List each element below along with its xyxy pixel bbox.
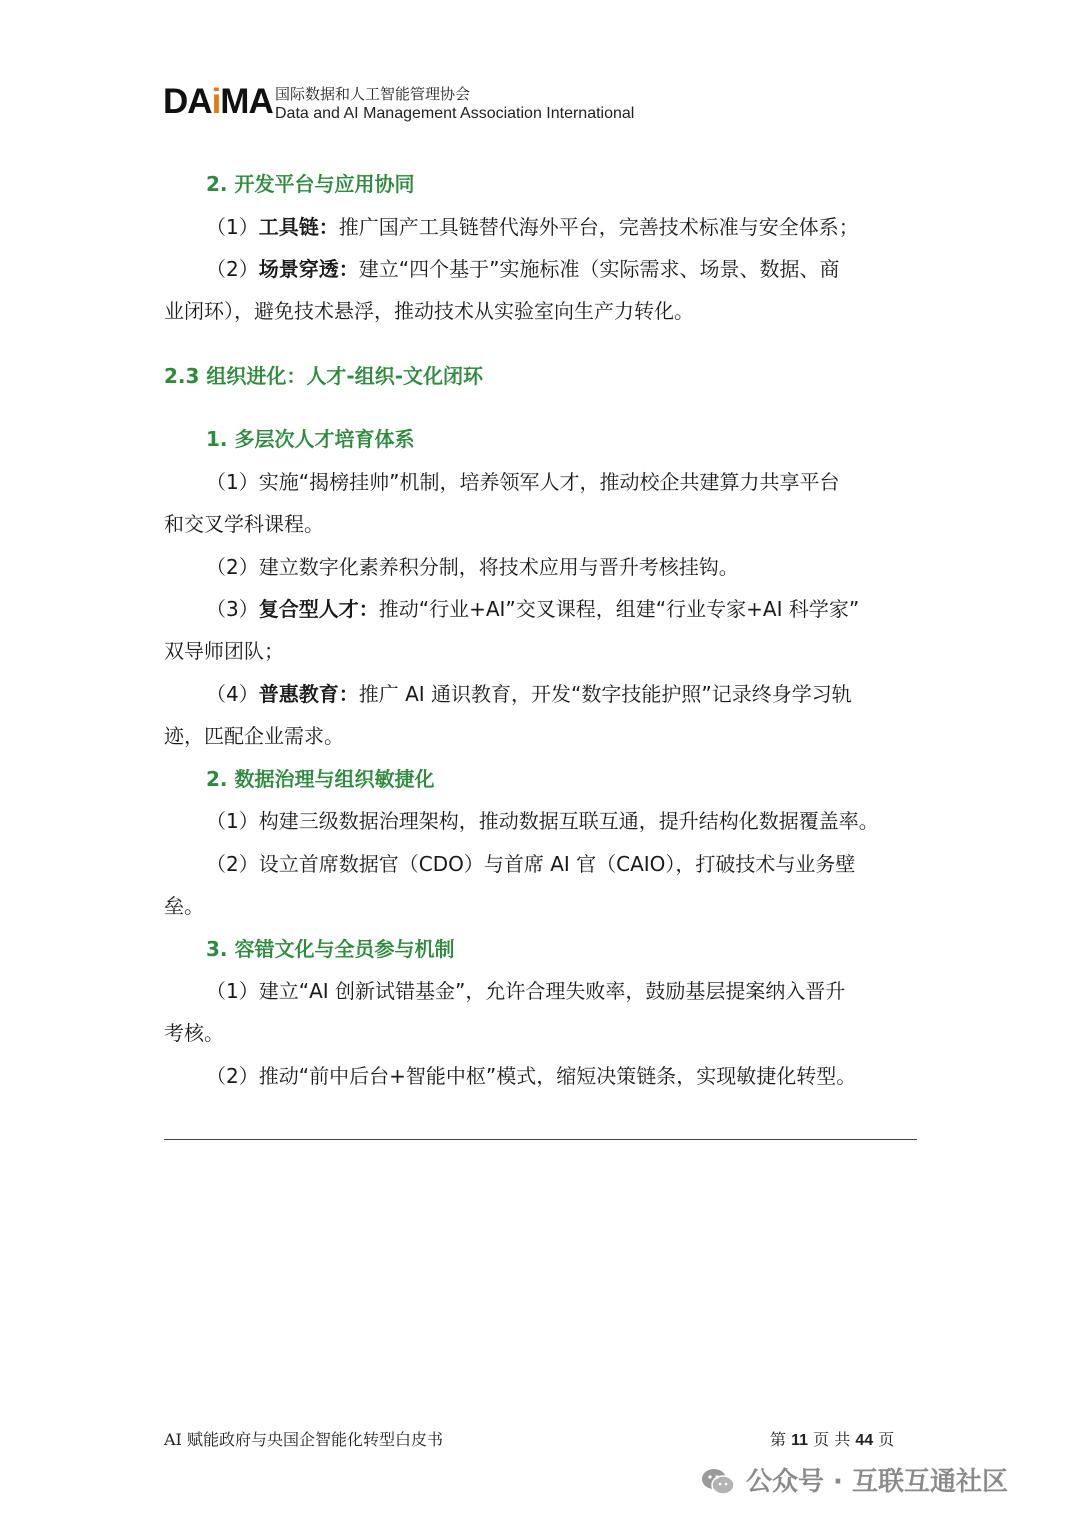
paragraph-talent-1: （1）实施“揭榜挂帅”机制，培养领军人才，推动校企共建算力共享平台 — [206, 470, 840, 494]
paragraph-talent-1-cont: 和交叉学科课程。 — [164, 512, 324, 536]
page-suffix: 页 — [878, 1430, 895, 1449]
subheading-dev-platform: 2. 开发平台与应用协同 — [206, 172, 415, 196]
paragraph-talent-2: （2）建立数字化素养积分制，将技术应用与晋升考核挂钩。 — [206, 555, 739, 579]
org-name — [275, 84, 634, 124]
paragraph-talent-4 — [164, 680, 966, 708]
current-page: 11 — [791, 1432, 809, 1449]
paragraph-culture-1-cont: 考核。 — [164, 1021, 224, 1045]
org-name-cn: 国际数据和人工智能管理协会 — [275, 85, 471, 103]
item-text: 推动“行业+AI”交叉课程，组建“行业专家+AI 科学家” — [378, 597, 860, 621]
page-mid: 页 共 — [813, 1430, 851, 1449]
daima-logo: DAiMA — [163, 82, 273, 121]
paragraph-talent-3 — [164, 595, 966, 623]
footer-divider — [164, 1139, 917, 1140]
item-label: （1） — [206, 215, 259, 239]
page-number — [770, 1428, 894, 1453]
subheading-culture: 3. 容错文化与全员参与机制 — [206, 937, 455, 961]
wechat-icon — [700, 1466, 736, 1498]
watermark-text: 公众号 · 互联互通社区 — [746, 1467, 1008, 1497]
paragraph-scenario — [164, 255, 966, 283]
item-text: 推广国产工具链替代海外平台，完善技术标准与安全体系； — [338, 215, 859, 239]
paragraph-data-2-cont: 垒。 — [164, 894, 204, 918]
paragraph-data-2: （2）设立首席数据官（CDO）与首席 AI 官（CAIO），打破技术与业务壁 — [206, 852, 856, 876]
footer-doc-title: AI 赋能政府与央国企智能化转型白皮书 — [164, 1430, 443, 1449]
org-name-en: Data and AI Management Association International — [275, 105, 635, 122]
paragraph-culture-1: （1）建立“AI 创新试错基金”，允许合理失败率，鼓励基层提案纳入晋升 — [206, 979, 846, 1003]
bold-term: 场景穿透： — [258, 257, 359, 281]
page-prefix: 第 — [770, 1430, 787, 1449]
paragraph-data-1: （1）构建三级数据治理架构，推动数据互联互通，提升结构化数据覆盖率。 — [206, 809, 879, 833]
bold-term: 复合型人才： — [258, 597, 379, 621]
item-label: （2） — [206, 257, 259, 281]
total-pages: 44 — [855, 1432, 874, 1449]
bold-term: 工具链： — [258, 215, 339, 239]
item-label: （3） — [206, 597, 259, 621]
subheading-data-governance: 2. 数据治理与组织敏捷化 — [206, 767, 435, 791]
paragraph-scenario-cont: 业闭环），避免技术悬浮，推动技术从实验室向生产力转化。 — [164, 299, 694, 323]
subheading-talent: 1. 多层次人才培育体系 — [206, 427, 415, 451]
item-text: 建立“四个基于”实施标准（实际需求、场景、数据、商 — [358, 257, 840, 281]
paragraph-talent-3-cont: 双导师团队； — [164, 639, 284, 663]
bold-term: 普惠教育： — [258, 682, 359, 706]
paragraph-toolchain — [164, 213, 966, 241]
item-label: （4） — [206, 682, 259, 706]
paragraph-culture-2: （2）推动“前中后台+智能中枢”模式，缩短决策链条，实现敏捷化转型。 — [206, 1064, 857, 1088]
section-heading-2-3: 2.3 组织进化：人才-组织-文化闭环 — [164, 364, 483, 388]
paragraph-talent-4-cont: 迹，匹配企业需求。 — [164, 724, 344, 748]
item-text: 推广 AI 通识教育，开发“数字技能护照”记录终身学习轨 — [358, 682, 852, 706]
